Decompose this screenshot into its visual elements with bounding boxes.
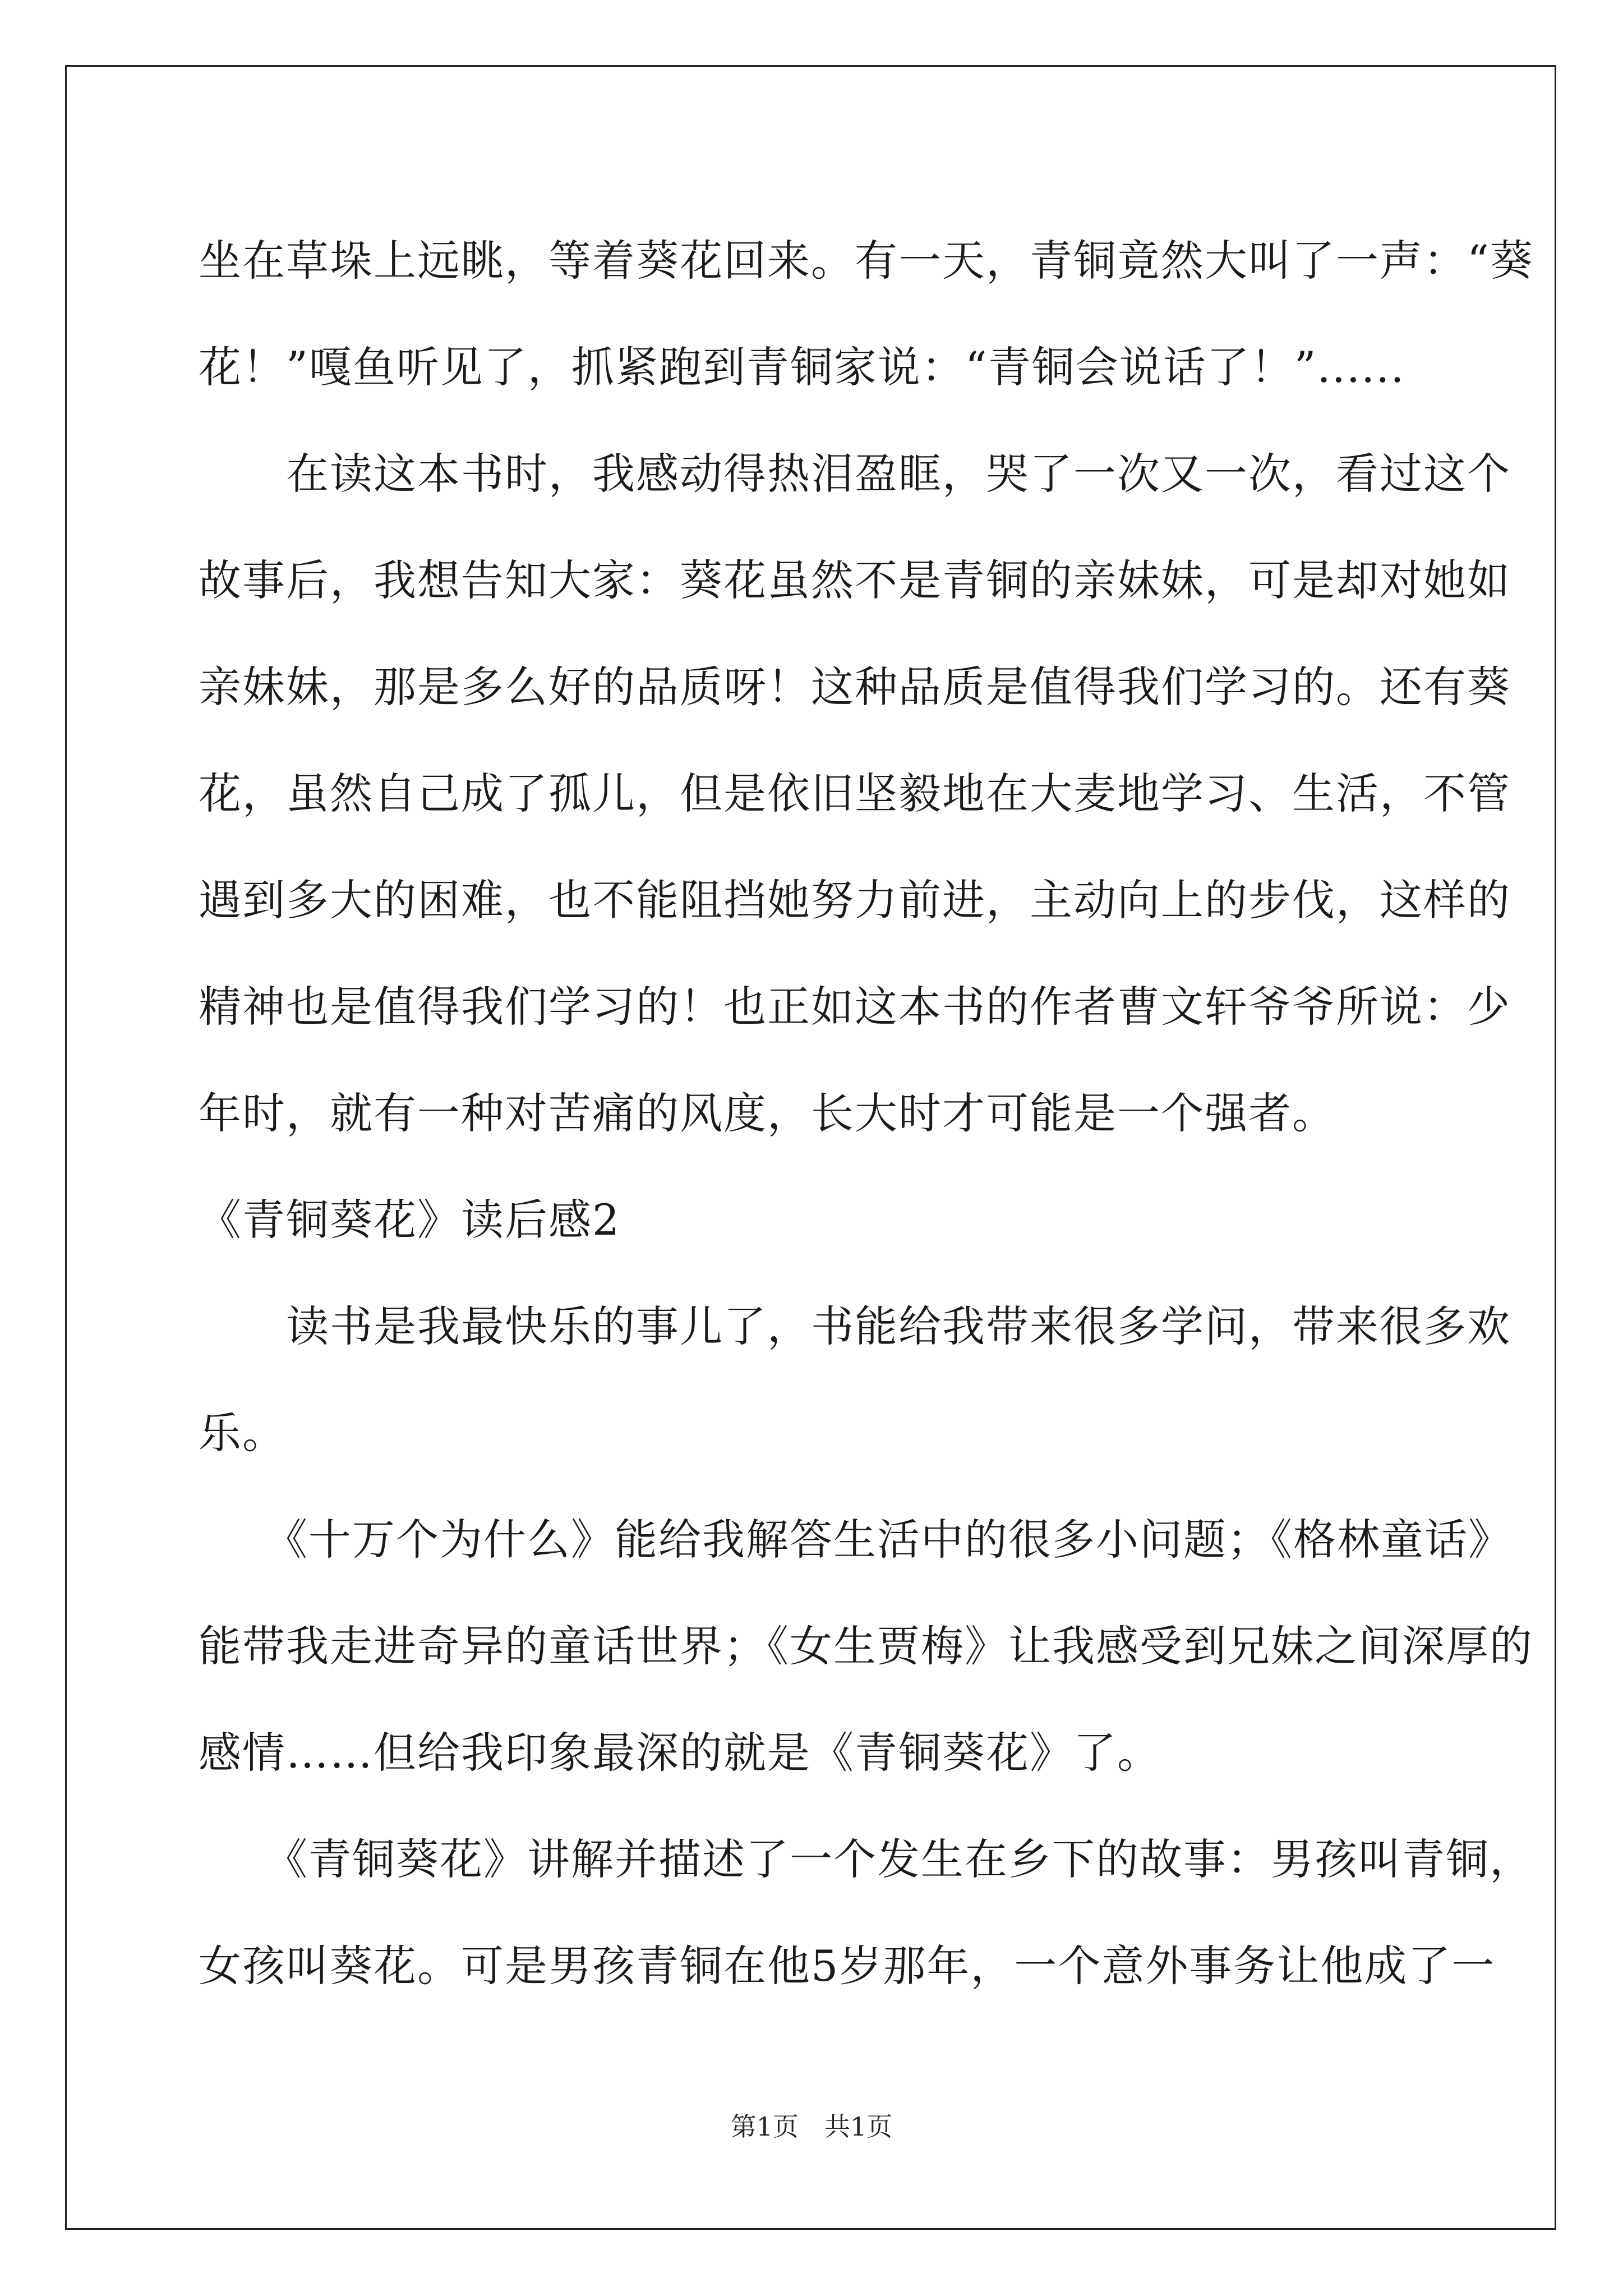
section-heading: 《青铜葵花》读后感2 — [199, 1195, 621, 1245]
text-line: 花，虽然自己成了孤儿，但是依旧坚毅地在大麦地学习、生活，不管 — [199, 769, 1511, 818]
text-line: 感情……但给我印象最深的就是《青铜葵花》了。 — [199, 1728, 1161, 1778]
page-footer: 第1页 共1页 — [730, 2111, 893, 2142]
text-line: 花！”嘎鱼听见了，抓紧跑到青铜家说：“青铜会说话了！”...... — [199, 342, 1405, 392]
text-line: 能带我走进奇异的童话世界；《女生贾梅》让我感受到兄妹之间深厚的 — [199, 1621, 1533, 1671]
text-line: 故事后，我想告知大家：葵花虽然不是青铜的亲妹妹，可是却对她如 — [199, 555, 1511, 605]
document-body — [199, 208, 1534, 2019]
text-line: 《十万个为什么》能给我解答生活中的很多小问题；《格林童话》 — [199, 1515, 1512, 1565]
text-line: 在读这本书时，我感动得热泪盈眶，哭了一次又一次，看过这个 — [199, 449, 1511, 499]
text-line: 乐。 — [199, 1408, 286, 1458]
text-line: 亲妹妹，那是多么好的品质呀！这种品质是值得我们学习的。还有葵 — [199, 662, 1511, 712]
text-line: 读书是我最快乐的事儿了，书能给我带来很多学问，带来很多欢 — [199, 1301, 1511, 1351]
text-line: 女孩叫葵花。可是男孩青铜在他5岁那年，一个意外事务让他成了一 — [199, 1941, 1496, 1991]
text-line: 遇到多大的困难，也不能阻挡她努力前进，主动向上的步伐，这样的 — [199, 875, 1511, 925]
text-line: 《青铜葵花》讲解并描述了一个发生在乡下的故事：男孩叫青铜， — [199, 1834, 1533, 1884]
text-line: 精神也是值得我们学习的！也正如这本书的作者曹文轩爷爷所说：少 — [199, 982, 1511, 1032]
text-line: 年时，就有一种对苦痛的风度，长大时才可能是一个强者。 — [199, 1088, 1336, 1138]
text-line: 坐在草垛上远眺，等着葵花回来。有一天，青铜竟然大叫了一声：“葵 — [199, 236, 1534, 286]
